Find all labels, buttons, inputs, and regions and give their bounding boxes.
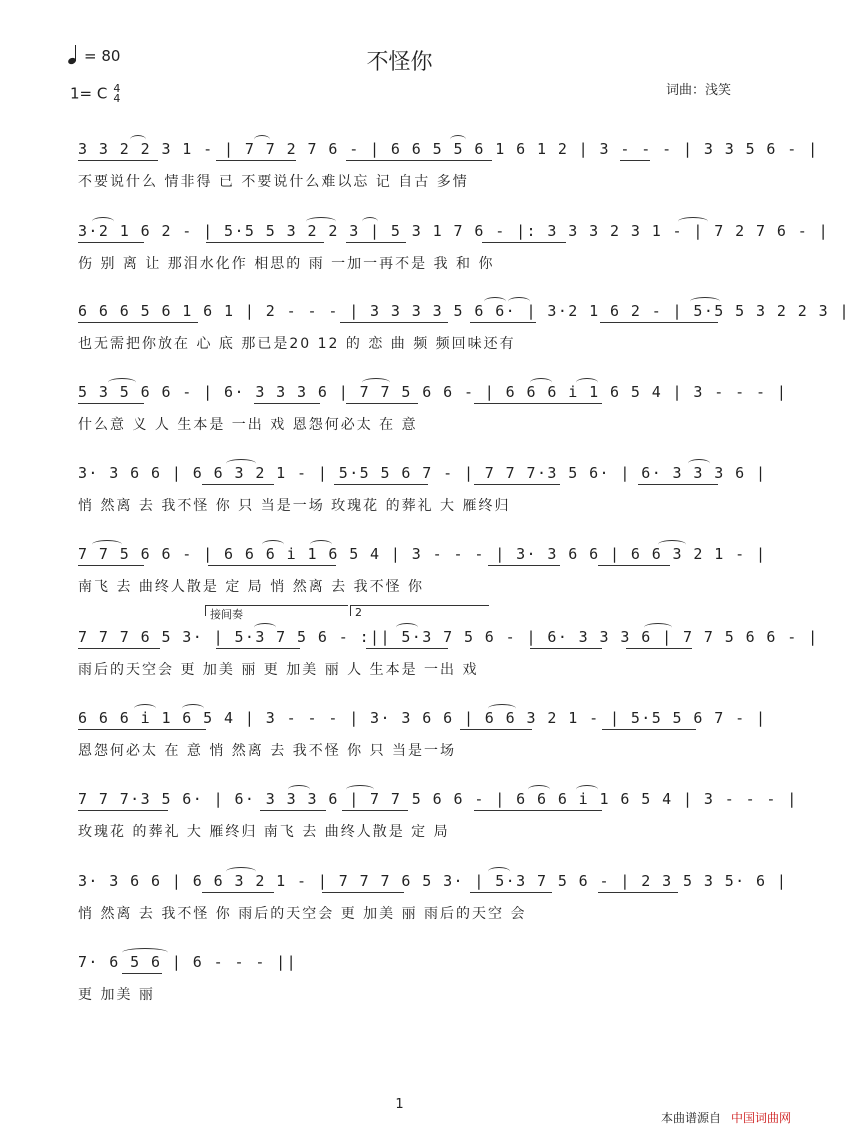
slur <box>688 459 710 468</box>
underline <box>78 403 144 404</box>
slur <box>576 785 598 794</box>
volta-2 <box>350 605 489 619</box>
notes-line: 3· 3 6 6 | 6 6 3 2 1 - | 5·5 5 6 7 - | 7 7 7·3 5 6· | 6· 3 3 3 6 | <box>78 464 767 482</box>
underline <box>620 160 650 161</box>
notes-line: 7 7 7 6 5 3· | 5·3 7 5 6 - :|| 5·3 7 5 6 - | 6· 3 3 3 6 | 7 7 5 6 6 - | <box>78 628 819 646</box>
notes-line: 5 3 5 6 6 - | 6· 3 3 3 6 | 7 7 5 6 6 - | 6 6 6 i 1 6 5 4 | 3 - - - | <box>78 383 788 401</box>
slur <box>108 378 136 387</box>
slur <box>450 135 466 144</box>
slur <box>130 135 146 144</box>
underline <box>598 892 678 893</box>
slur <box>182 704 204 713</box>
notes-line: 7 7 5 6 6 - | 6 6 6 i 1 6 5 4 | 3 - - - | 3· 3 6 6 | 6 6 3 2 1 - | <box>78 545 767 563</box>
score-row-11 <box>78 953 733 1013</box>
key-label: 1= C <box>70 84 108 103</box>
underline <box>346 242 406 243</box>
underline <box>598 565 670 566</box>
slur <box>254 135 270 144</box>
underline <box>638 484 718 485</box>
slur <box>134 704 156 713</box>
lyrics-line: 也无需把你放在 心 底 那已是20 12 的 恋 曲 频 频回味还有 <box>78 336 516 352</box>
underline <box>474 484 560 485</box>
score-row-6 <box>78 545 767 605</box>
slur <box>658 540 686 549</box>
underline <box>122 973 162 974</box>
underline <box>202 892 274 893</box>
underline <box>78 648 160 649</box>
slur <box>528 785 550 794</box>
slur <box>288 785 310 794</box>
lyrics-line: 悄 然离 去 我不怪 你 雨后的天空会 更 加美 丽 雨后的天空 会 <box>78 906 527 922</box>
source-label: 本曲谱源自 <box>660 1111 721 1125</box>
lyrics-line: 南飞 去 曲终人散是 定 局 悄 然离 去 我不怪 你 <box>78 579 425 595</box>
slur <box>310 540 332 549</box>
underline <box>78 565 144 566</box>
lyrics-line: 不要说什么 情非得 已 不要说什么难以忘 记 自古 多情 <box>78 174 469 190</box>
slur <box>644 623 672 632</box>
underline <box>346 160 492 161</box>
time-signature <box>113 84 120 104</box>
score-row-9 <box>78 790 798 850</box>
volta-1-label: 接间奏 <box>210 608 243 621</box>
underline <box>78 729 206 730</box>
underline <box>334 484 428 485</box>
underline <box>216 160 296 161</box>
underline <box>474 810 602 811</box>
score-row-1 <box>78 140 819 200</box>
slur <box>362 217 378 226</box>
slur <box>262 540 284 549</box>
slur <box>508 297 530 306</box>
slur <box>92 217 114 226</box>
lyrics-line: 伤 别 离 让 那泪水化作 相思的 雨 一加一再不是 我 和 你 <box>78 256 495 272</box>
slur <box>484 297 506 306</box>
volta-2-label: 2 <box>355 606 362 619</box>
tempo-value: = 80 <box>84 47 121 65</box>
slur <box>576 378 598 387</box>
slur <box>362 378 390 387</box>
slur <box>122 948 168 957</box>
underline <box>346 403 418 404</box>
underline <box>626 648 692 649</box>
underline <box>78 242 144 243</box>
notes-line: 6 6 6 i 1 6 5 4 | 3 - - - | 3· 3 6 6 | 6 6 3 2 1 - | 5·5 5 6 7 - | <box>78 709 767 727</box>
underline <box>78 810 168 811</box>
underline <box>470 322 536 323</box>
slur <box>690 297 720 306</box>
slur <box>226 867 256 876</box>
slur <box>346 785 374 794</box>
lyrics-line: 什么意 义 人 生本是 一出 戏 恩怨何必太 在 意 <box>78 417 418 433</box>
volta-1 <box>205 605 348 621</box>
lyrics-line: 更 加美 丽 <box>78 987 155 1003</box>
score-row-5 <box>78 464 767 524</box>
lyrics-line: 恩怨何必太 在 意 悄 然离 去 我不怪 你 只 当是一场 <box>78 743 457 759</box>
score-row-2 <box>78 222 830 282</box>
slur <box>678 217 708 226</box>
score-row-10 <box>78 872 788 932</box>
notes-line: 7 7 7·3 5 6· | 6· 3 3 3 6 | 7 7 5 6 6 - | 6 6 6 i 1 6 5 4 | 3 - - - | <box>78 790 798 808</box>
notes-line: 6 6 6 5 6 1 6 1 | 2 - - - | 3 3 3 3 5 6 6· | 3·2 1 6 2 - | 5·5 5 3 2 2 3 | <box>78 302 850 320</box>
score-row-4 <box>78 383 788 443</box>
notes-line: 3· 3 6 6 | 6 6 3 2 1 - | 7 7 7 6 5 3· | 5·3 7 5 6 - | 2 3 5 3 5· 6 | <box>78 872 788 890</box>
lyrics-line: 雨后的天空会 更 加美 丽 更 加美 丽 人 生本是 一出 戏 <box>78 662 479 678</box>
underline <box>602 729 696 730</box>
source-credit <box>661 1109 791 1126</box>
underline <box>340 322 448 323</box>
source-site: 中国词曲网 <box>730 1111 791 1125</box>
underline <box>600 322 718 323</box>
credit: 词曲：浅笑 <box>665 83 731 98</box>
key-signature <box>70 84 120 104</box>
slur <box>488 867 510 876</box>
underline <box>260 810 326 811</box>
underline <box>254 403 320 404</box>
slur <box>488 704 516 713</box>
slur <box>254 623 276 632</box>
underline <box>470 892 552 893</box>
underline <box>488 565 560 566</box>
page-number: 1 <box>395 1097 404 1112</box>
song-title: 不怪你 <box>366 50 433 75</box>
slur <box>306 217 336 226</box>
underline <box>202 484 274 485</box>
slur <box>226 459 256 468</box>
time-top: 4 <box>113 82 121 95</box>
underline <box>208 565 336 566</box>
slur <box>92 540 122 549</box>
underline <box>474 403 602 404</box>
score-row-7 <box>78 628 819 688</box>
slur <box>396 623 418 632</box>
underline <box>78 160 158 161</box>
underline <box>342 810 408 811</box>
underline <box>322 892 404 893</box>
notes-line: 3·2 1 6 2 - | 5·5 5 3 2 2 3 | 5 3 1 7 6 - |: 3 3 3 2 3 1 - | 7 2 7 6 - | <box>78 222 830 240</box>
notes-line: 7· 6 5 6 | 6 - - - || <box>78 953 298 971</box>
underline <box>366 648 448 649</box>
underline <box>78 322 198 323</box>
lyrics-line: 玫瑰花 的葬礼 大 雁终归 南飞 去 曲终人散是 定 局 <box>78 824 450 840</box>
lyrics-line: 悄 然离 去 我不怪 你 只 当是一场 玫瑰花 的葬礼 大 雁终归 <box>78 498 511 514</box>
score-row-8 <box>78 709 767 769</box>
slur <box>530 378 552 387</box>
notes-line: 3 3 2 2 3 1 - | 7 7 2 7 6 - | 6 6 5 5 6 1 6 1 2 | 3 - - - | 3 3 5 6 - | <box>78 140 819 158</box>
time-bottom: 4 <box>113 92 121 105</box>
underline <box>206 242 324 243</box>
score-row-3 <box>78 302 850 362</box>
underline <box>460 729 532 730</box>
underline <box>216 648 300 649</box>
underline <box>530 648 602 649</box>
underline <box>482 242 566 243</box>
